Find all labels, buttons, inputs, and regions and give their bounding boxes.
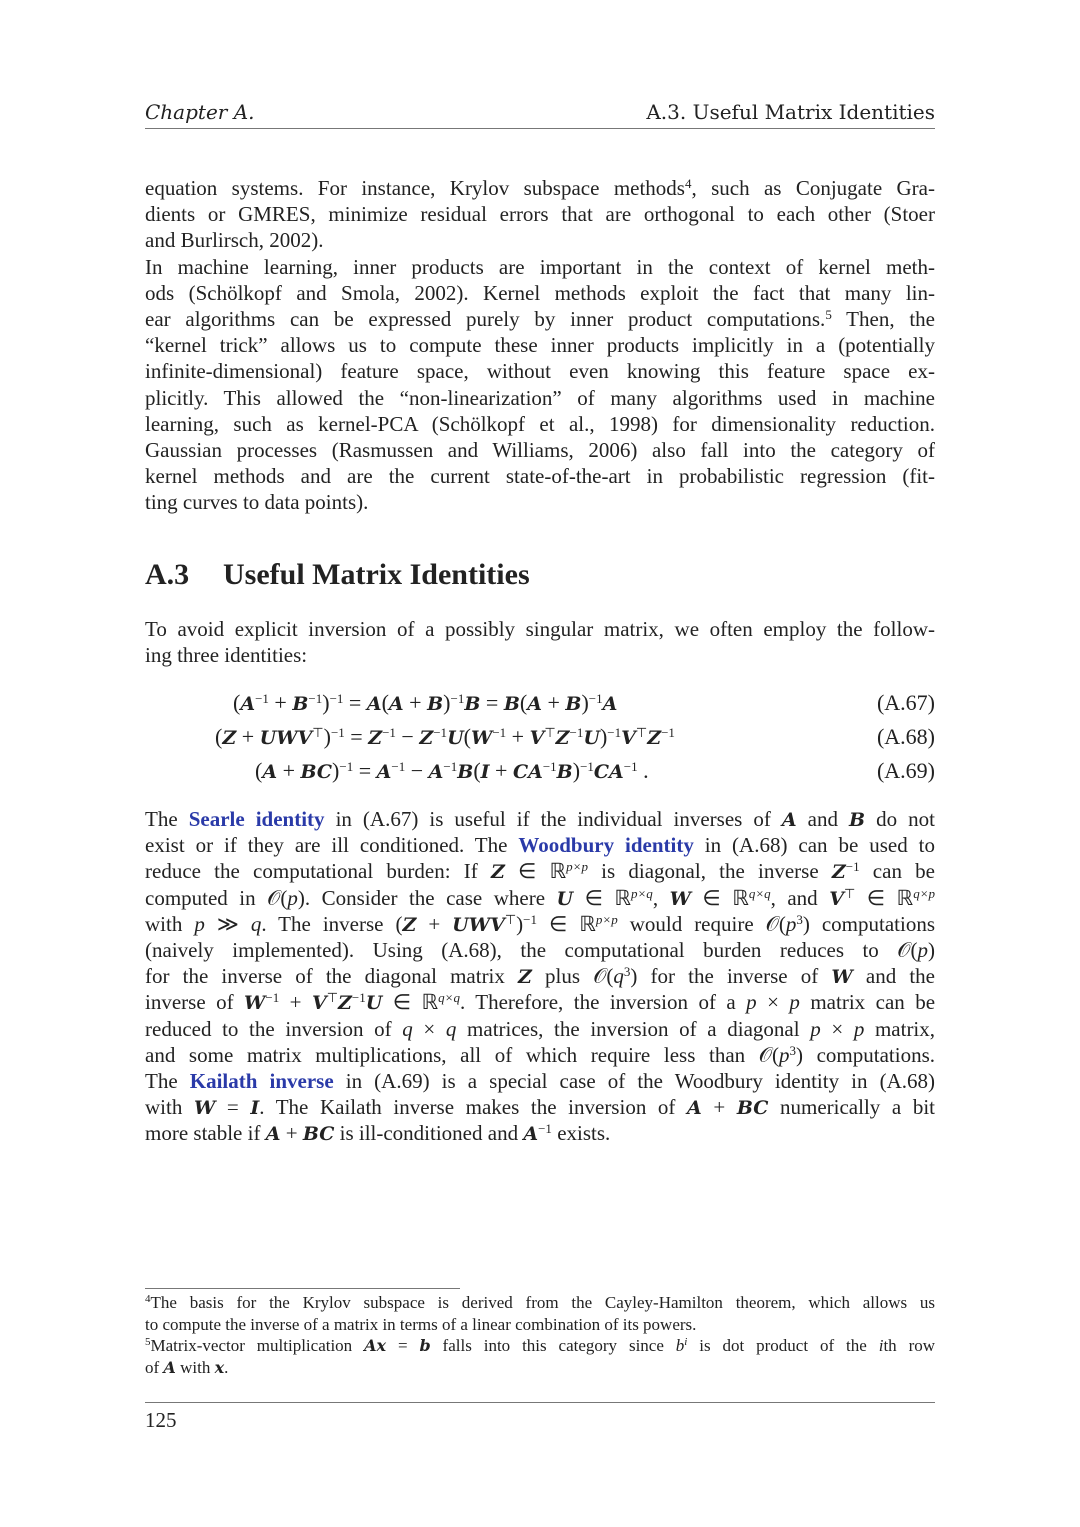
- text: +: [416, 911, 453, 936]
- text: ×: [820, 1016, 854, 1041]
- footer-rule: [145, 1402, 935, 1403]
- equation-a67: [145, 690, 935, 720]
- superscript: −1: [542, 759, 557, 774]
- text: +: [277, 758, 301, 783]
- superscript: −1: [450, 691, 465, 706]
- superscript: ⊤: [326, 990, 339, 1006]
- superscript: −1: [607, 725, 622, 740]
- text: The: [145, 807, 189, 831]
- text: and some matrix multiplications, all of which require less than 𝒪(: [145, 1042, 779, 1067]
- superscript: ⊤: [312, 725, 324, 740]
- math-matrix: A: [602, 693, 618, 715]
- text: can be: [859, 859, 935, 884]
- text: ∈ ℝ: [537, 911, 596, 936]
- text: Gaussian processes (Rasmussen and Williams, 2006) also fall into the category of: [145, 437, 935, 462]
- math-matrix: W: [193, 1097, 216, 1120]
- text: (: [255, 758, 263, 783]
- math-matrix: W: [470, 727, 493, 749]
- superscript: −1: [265, 990, 280, 1006]
- text-line: [145, 989, 935, 1015]
- header-rule: [145, 128, 935, 129]
- text: . The inverse (: [261, 911, 403, 936]
- text-line: [145, 1120, 935, 1146]
- text: +: [506, 724, 530, 749]
- math-matrix: Z: [419, 727, 434, 749]
- math-variable: p: [853, 1016, 865, 1041]
- text: +: [268, 690, 293, 715]
- math-matrix: B: [292, 693, 309, 715]
- text: ∈ ℝ: [690, 885, 749, 910]
- page-number: 125: [145, 1408, 177, 1432]
- text: “kernel trick” allows us to compute these inner products implicitly in a (potentially: [145, 333, 935, 358]
- text: +: [403, 690, 428, 715]
- math-matrix: B: [457, 761, 474, 783]
- text: ): [322, 690, 330, 715]
- math-matrix: A: [527, 693, 542, 715]
- superscript: ⊤: [504, 911, 517, 927]
- math-matrix: A: [163, 1357, 176, 1377]
- superscript: ⊤: [635, 725, 648, 740]
- math-matrix: A: [262, 761, 278, 783]
- math-matrix: Z: [222, 727, 237, 749]
- text-line: [145, 937, 935, 963]
- text: (: [519, 690, 528, 715]
- superscript: 4: [145, 1293, 151, 1305]
- math-matrix: Z: [368, 727, 383, 749]
- math-matrix: Ax: [364, 1336, 387, 1355]
- superscript: −1: [588, 691, 603, 706]
- text: ear algorithms can be expressed purely by inner product computations.: [145, 306, 826, 331]
- math-matrix: Z: [555, 727, 570, 749]
- text: ): [581, 690, 589, 715]
- math-variable: q: [402, 1016, 413, 1041]
- math-superscript: p×p: [566, 859, 588, 875]
- text-line: [145, 175, 935, 201]
- math-matrix: Z: [518, 966, 532, 989]
- text: ,: [652, 885, 670, 910]
- equation-number: (A.68): [876, 724, 935, 749]
- superscript: −1: [339, 759, 354, 774]
- text: exists.: [551, 1121, 611, 1146]
- math-matrix: A: [687, 1097, 702, 1120]
- math-matrix: b: [419, 1336, 431, 1355]
- math-matrix: A: [240, 693, 256, 715]
- text: =: [344, 724, 369, 749]
- math-variable: q: [250, 911, 262, 936]
- equation-body: [233, 690, 617, 716]
- math-matrix: B: [849, 809, 866, 831]
- text: matrix can be: [799, 990, 936, 1015]
- paragraph-inner-products: [145, 175, 935, 515]
- text: kernel methods and are the current state-of-the-art in probabilistic regression (fit-: [145, 464, 935, 489]
- text: (naively implemented). Using (A.68), the computational burden reduces to 𝒪(: [145, 937, 918, 962]
- math-superscript: p×q: [631, 885, 653, 901]
- text: ∈ ℝ: [573, 885, 632, 910]
- text-line: [145, 280, 935, 306]
- text: matrices, the inversion of a diagonal: [456, 1016, 811, 1041]
- math-matrix: A: [366, 693, 382, 715]
- math-matrix: Z: [490, 861, 505, 884]
- text: The basis for the Krylov subspace is derived from the Cayley-Hamilton theorem, which allows us: [150, 1293, 935, 1312]
- text: −: [395, 724, 420, 749]
- text: ): [928, 937, 935, 962]
- superscript: −1: [329, 691, 344, 706]
- text: is diagonal, the inverse: [587, 859, 832, 884]
- superscript: −1: [308, 691, 323, 706]
- text: (: [233, 690, 241, 715]
- math-matrix: U: [583, 727, 600, 749]
- superscript: ⊤: [843, 885, 856, 901]
- text-line: [145, 858, 935, 884]
- math-matrix: BC: [736, 1097, 769, 1120]
- text: inverse of: [145, 990, 245, 1015]
- math-matrix: A: [428, 761, 444, 783]
- superscript: −1: [351, 990, 366, 1006]
- math-matrix: UWV: [259, 727, 313, 749]
- math-matrix: V: [829, 887, 844, 910]
- math-matrix: U: [447, 727, 464, 749]
- math-variable: p: [287, 885, 298, 910]
- running-header-chapter: Chapter A.: [145, 100, 255, 124]
- math-matrix: CA: [512, 761, 543, 783]
- equation-number: (A.69): [876, 758, 935, 783]
- math-superscript: q×q: [748, 885, 771, 901]
- superscript: 3: [789, 1042, 796, 1058]
- math-variable: p: [778, 1042, 790, 1067]
- text: ) computations.: [795, 1042, 935, 1067]
- text-line: [145, 1068, 935, 1094]
- math-matrix: V: [621, 727, 636, 749]
- text: ): [323, 724, 331, 749]
- text: .: [637, 758, 649, 783]
- math-matrix: Z: [402, 913, 417, 936]
- text: In machine learning, inner products are important in the context of kernel meth-: [145, 254, 935, 279]
- section-number: A.3: [145, 558, 190, 591]
- text-line: [145, 1016, 935, 1042]
- text-line: [145, 489, 935, 515]
- text: to compute the inverse of a matrix in terms of a linear combination of its powers.: [145, 1314, 697, 1334]
- text: equation systems. For instance, Krylov subspace methods: [145, 176, 685, 200]
- section-heading: [145, 558, 530, 592]
- math-variable: p: [785, 911, 797, 936]
- superscript: −1: [845, 859, 860, 875]
- superscript: 4: [684, 176, 692, 191]
- text: ods (Schölkopf and Smola, 2002). Kernel methods exploit the fact that many lin-: [145, 280, 935, 305]
- equation-body: [215, 724, 675, 750]
- text: reduced to the inversion of: [145, 1016, 403, 1041]
- text: Then, the: [831, 306, 935, 331]
- text: (: [215, 724, 223, 749]
- math-matrix: A: [523, 1123, 539, 1146]
- text-line: [145, 306, 935, 332]
- text: (: [463, 724, 471, 749]
- text: ×: [756, 990, 790, 1015]
- text: +: [489, 758, 513, 783]
- superscript: 3: [796, 911, 803, 927]
- text: more stable if: [145, 1121, 266, 1146]
- math-matrix: A: [388, 693, 404, 715]
- superscript: −1: [433, 725, 448, 740]
- math-matrix: I: [250, 1097, 260, 1120]
- text: with: [175, 1357, 215, 1377]
- text-line: [145, 201, 935, 227]
- text-line: [145, 806, 935, 832]
- math-variable: i: [878, 1336, 884, 1355]
- text: ): [572, 758, 581, 783]
- superscript: −1: [538, 1121, 552, 1137]
- text: ∈ ℝ: [855, 885, 914, 910]
- text: of: [145, 1357, 164, 1377]
- superscript: −1: [569, 725, 584, 740]
- text: ) computations: [802, 911, 936, 936]
- math-matrix: B: [556, 761, 573, 783]
- text: =: [353, 758, 377, 783]
- math-matrix: BC: [302, 1123, 335, 1146]
- text: +: [236, 724, 260, 749]
- superscript: 3: [623, 964, 631, 980]
- text: infinite-dimensional) feature space, without even knowing this feature space ex-: [145, 359, 935, 384]
- text: do not: [865, 807, 935, 831]
- text-line: [145, 885, 935, 911]
- math-variable: p: [194, 911, 205, 936]
- text: learning, such as kernel-PCA (Schölkopf et al., 1998) for dimensionality reduction.: [145, 411, 935, 436]
- text: ∈ ℝ: [382, 990, 439, 1015]
- text: To avoid explicit inversion of a possibly singular matrix, we often employ the follow-: [145, 617, 935, 641]
- text: and: [796, 807, 850, 831]
- math-matrix: A: [781, 809, 797, 831]
- text: +: [280, 1121, 303, 1146]
- text: dients or GMRES, minimize residual errors that are orthogonal to each other (Stoer: [145, 202, 935, 227]
- text-line: [145, 332, 935, 358]
- math-matrix: A: [265, 1123, 281, 1146]
- text: =: [343, 690, 367, 715]
- text: with: [145, 1095, 194, 1120]
- text-line: [145, 1042, 935, 1068]
- text-line: [145, 616, 935, 642]
- math-matrix: I: [480, 761, 490, 783]
- math-matrix: BC: [300, 761, 333, 783]
- math-superscript: i: [684, 1336, 688, 1348]
- text: ). Consider the case where: [297, 885, 557, 910]
- math-matrix: U: [556, 887, 574, 910]
- text: in (A.68) can be used to: [693, 833, 935, 858]
- text-line: [145, 1357, 935, 1379]
- math-matrix: B: [565, 693, 582, 715]
- text-line: [145, 642, 935, 668]
- text-line: [145, 358, 935, 384]
- text: ): [516, 911, 524, 936]
- text: (: [473, 758, 481, 783]
- text: with: [145, 911, 195, 936]
- running-header-section: A.3. Useful Matrix Identities: [646, 100, 935, 124]
- text: falls into this category since: [430, 1336, 676, 1355]
- math-matrix: Z: [338, 992, 352, 1015]
- math-matrix: W: [244, 992, 266, 1015]
- text: −: [405, 758, 429, 783]
- text: , such as Conjugate Gra-: [691, 176, 935, 200]
- text: reduce the computational burden: If: [145, 859, 491, 884]
- text: ): [332, 758, 340, 783]
- math-matrix: A: [376, 761, 392, 783]
- text: , and: [770, 885, 830, 910]
- text: and the: [852, 964, 935, 989]
- math-matrix: B: [427, 693, 444, 715]
- equation-number: (A.67): [876, 690, 935, 715]
- superscript: −1: [523, 911, 537, 927]
- text-line: [145, 227, 935, 253]
- term-link[interactable]: Searle identity: [188, 807, 325, 831]
- superscript: −1: [255, 691, 269, 706]
- math-variable: q: [613, 964, 624, 989]
- math-matrix: UWV: [452, 913, 505, 936]
- text: ing three identities:: [145, 643, 308, 668]
- superscript: ⊤: [544, 725, 556, 740]
- superscript: −1: [661, 725, 675, 740]
- math-variable: p: [810, 1016, 821, 1041]
- text: =: [386, 1336, 420, 1355]
- text: The: [145, 1068, 190, 1093]
- text: ): [599, 724, 608, 749]
- text-line: [145, 1314, 935, 1336]
- term-link[interactable]: Kailath inverse: [189, 1068, 334, 1093]
- superscript: −1: [382, 725, 396, 740]
- math-superscript: q×q: [438, 990, 460, 1006]
- section-title: Useful Matrix Identities: [223, 558, 530, 591]
- text-line: [145, 437, 935, 463]
- text: and Burlirsch, 2002).: [145, 228, 324, 253]
- equation-a69: [145, 758, 935, 788]
- equation-a68: [145, 724, 935, 754]
- math-matrix: W: [831, 966, 853, 989]
- paragraph-intro: [145, 616, 935, 668]
- superscript: −1: [492, 725, 507, 740]
- equation-body: [255, 758, 649, 784]
- text-line: [145, 463, 935, 489]
- text: (: [381, 690, 389, 715]
- text: ×: [412, 1016, 446, 1041]
- text: ≫: [204, 911, 251, 936]
- math-matrix: W: [669, 887, 691, 910]
- text: . Therefore, the inversion of a: [459, 990, 747, 1015]
- math-variable: p: [917, 937, 928, 962]
- text: exist or if they are ill conditioned. The: [145, 833, 519, 858]
- math-superscript: q×p: [913, 885, 935, 901]
- math-variable: b: [675, 1336, 685, 1355]
- superscript: −1: [443, 759, 458, 774]
- text-line: [145, 254, 935, 280]
- text: matrix,: [864, 1016, 936, 1041]
- term-link[interactable]: Woodbury identity: [518, 833, 694, 858]
- math-matrix: V: [529, 727, 545, 749]
- text: for the inverse of the diagonal matrix: [145, 964, 519, 989]
- math-superscript: p×p: [595, 911, 618, 927]
- math-variable: p: [789, 990, 800, 1015]
- text-line: [145, 1094, 935, 1120]
- math-matrix: B: [464, 693, 481, 715]
- math-matrix: x: [214, 1357, 225, 1377]
- text: in (A.69) is a special case of the Woodbury identity in (A.68): [333, 1068, 935, 1093]
- superscript: −1: [580, 759, 594, 774]
- math-matrix: V: [311, 992, 327, 1015]
- text: =: [215, 1095, 251, 1120]
- text-line: [145, 911, 935, 937]
- text: ): [443, 690, 451, 715]
- superscript: 5: [145, 1336, 151, 1348]
- text-line: [145, 385, 935, 411]
- math-matrix: U: [365, 992, 383, 1015]
- text: ting curves to data points).: [145, 490, 369, 515]
- text: is dot product of the: [687, 1336, 879, 1355]
- math-variable: p: [746, 990, 757, 1015]
- footnote-rule: [145, 1288, 460, 1289]
- math-matrix: Z: [831, 861, 846, 884]
- text: is ill-conditioned and: [334, 1121, 524, 1146]
- text: ) for the inverse of: [630, 964, 832, 989]
- text: .: [224, 1357, 229, 1377]
- paragraph-identities: [145, 806, 935, 1146]
- text: computed in 𝒪(: [145, 885, 288, 910]
- text-line: [145, 832, 935, 858]
- text: . The Kailath inverse makes the inversion of: [259, 1095, 688, 1120]
- text: ∈ ℝ: [504, 859, 567, 884]
- superscript: 5: [825, 306, 832, 322]
- math-variable: q: [445, 1016, 457, 1041]
- text-line: [145, 1335, 935, 1357]
- math-matrix: B: [503, 693, 520, 715]
- text: th row: [883, 1336, 936, 1355]
- text-line: [145, 1292, 935, 1314]
- superscript: −1: [391, 759, 406, 774]
- text: +: [541, 690, 566, 715]
- math-matrix: Z: [647, 727, 662, 749]
- math-matrix: CA: [593, 761, 624, 783]
- text: =: [480, 690, 504, 715]
- text: plicitly. This allowed the “non-linearization” of many algorithms used in machine: [145, 385, 935, 410]
- text: +: [279, 990, 312, 1015]
- text-line: [145, 963, 935, 989]
- text: numerically a bit: [768, 1095, 935, 1120]
- text: Matrix-vector multiplication: [150, 1336, 365, 1355]
- text: plus 𝒪(: [531, 964, 614, 989]
- superscript: −1: [623, 759, 638, 774]
- text: would require 𝒪(: [617, 911, 786, 936]
- superscript: −1: [330, 725, 345, 740]
- text: +: [701, 1095, 737, 1120]
- footnotes: [145, 1292, 935, 1378]
- text: in (A.67) is useful if the individual inverses of: [324, 807, 782, 831]
- text-line: [145, 411, 935, 437]
